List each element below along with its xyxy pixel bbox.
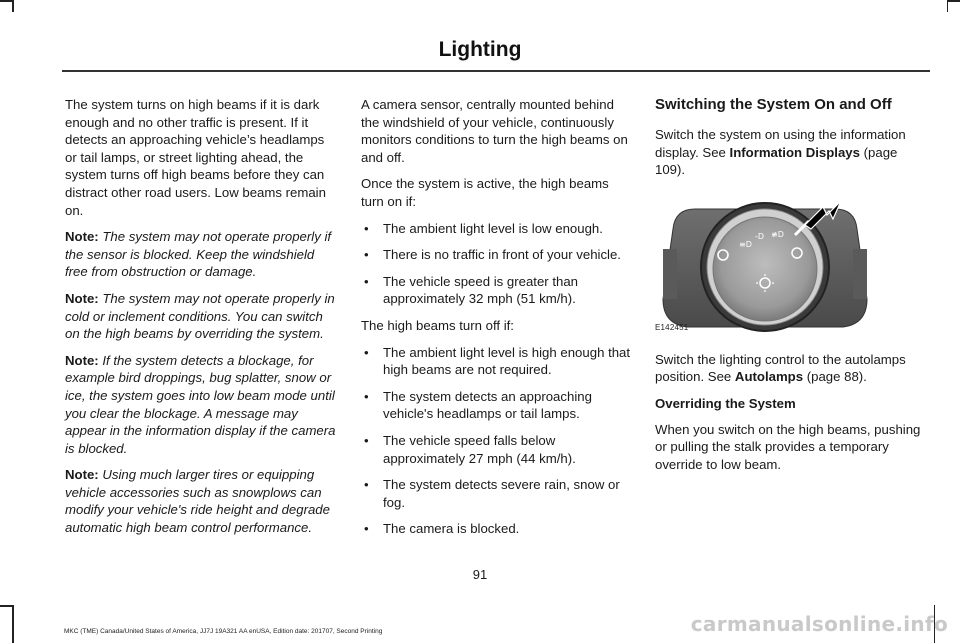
note: Note: The system may not operate properly in cold or inclement conditions. You can switch on the high beams by overriding the system. [65, 290, 335, 342]
paragraph: When you switch on the high beams, pushing or pulling the stalk provides a temporary override to low beam. [655, 421, 921, 472]
paragraph: Switch the lighting control to the autolamps position. See Autolamps (page 88). [655, 351, 906, 385]
crop-mark [12, 0, 14, 12]
list-item: • The vehicle speed falls below approximately 27 mph (44 km/h). [361, 432, 633, 467]
crop-mark [12, 605, 14, 643]
headlamp-switch-illustration [655, 189, 875, 337]
paragraph: A camera sensor, centrally mounted behind the windshield of your vehicle, continuously monitors conditions to turn the high beams on and off. [361, 97, 628, 165]
page-number: 91 [472, 567, 488, 582]
crop-mark [0, 0, 12, 2]
lighting-control-figure [655, 189, 875, 337]
paragraph: Once the system is active, the high beams turn on if: [361, 176, 609, 209]
list-item: • The ambient light level is high enough that high beams are not required. [361, 344, 633, 379]
paragraph: The high beams turn off if: [361, 317, 514, 333]
note: Note: The system may not operate properly if the sensor is blocked. Keep the windshield free from obstruction or damage. [65, 229, 332, 280]
note: Note: If the system detects a blockage, for example bird droppings, bug splatter, snow or ice, the system goes into low beam mode until you clear the blockage. A message may appear in the information display if the camera is blocked. [65, 352, 336, 456]
paragraph: Switch the system on using the information display. See Information Displays (page 109). [655, 127, 906, 178]
crop-mark [947, 0, 949, 12]
high-beam-on-list [361, 220, 633, 308]
edition-footer: MKC (TME) Canada/United States of America, JJ7J 19A321 AA enUSA, Edition date: 201707, Second Printing [64, 628, 383, 635]
section-heading: Switching the System On and Off [655, 96, 892, 113]
sub-heading: Overriding the System [655, 395, 796, 411]
svg-text:-D: -D [755, 231, 765, 241]
column-3 [655, 96, 931, 482]
svg-text:≢D: ≢D [771, 229, 784, 239]
svg-text:≡D: ≡D [739, 239, 752, 249]
list-item: • The system detects severe rain, snow or fog. [361, 476, 633, 511]
list-item: • The ambient light level is low enough. [361, 220, 633, 238]
header-rule [62, 70, 930, 72]
figure-id: E142451 [655, 323, 689, 333]
note: Note: Using much larger tires or equipping vehicle accessories such as snowplows can modify your vehicle's ride height and degrade automatic high beam control performance. [65, 467, 330, 536]
list-item: • There is no traffic in front of your vehicle. [361, 246, 633, 264]
column-1 [65, 96, 337, 546]
list-item: • The system detects an approaching vehicle's headlamps or tail lamps. [361, 388, 633, 423]
list-item: • The camera is blocked. [361, 520, 633, 538]
list-item: • The vehicle speed is greater than approximately 32 mph (51 km/h). [361, 273, 633, 308]
watermark: carmanualsonline.info [690, 612, 948, 636]
high-beam-off-list [361, 344, 633, 538]
crop-mark [0, 605, 12, 607]
crop-mark [948, 0, 960, 2]
cross-reference-link[interactable]: Autolamps [734, 369, 804, 385]
cross-reference-link[interactable]: Information Displays [729, 144, 860, 160]
paragraph: The system turns on high beams if it is dark enough and no other traffic is present. If it detects an approaching vehicle’s headlamps or tail lamps, or street lighting ahead, the system turns off high beams before they can distract other road users. Low beams remain on. [65, 97, 326, 218]
page-title: Lighting [438, 38, 522, 61]
column-2 [361, 96, 633, 547]
